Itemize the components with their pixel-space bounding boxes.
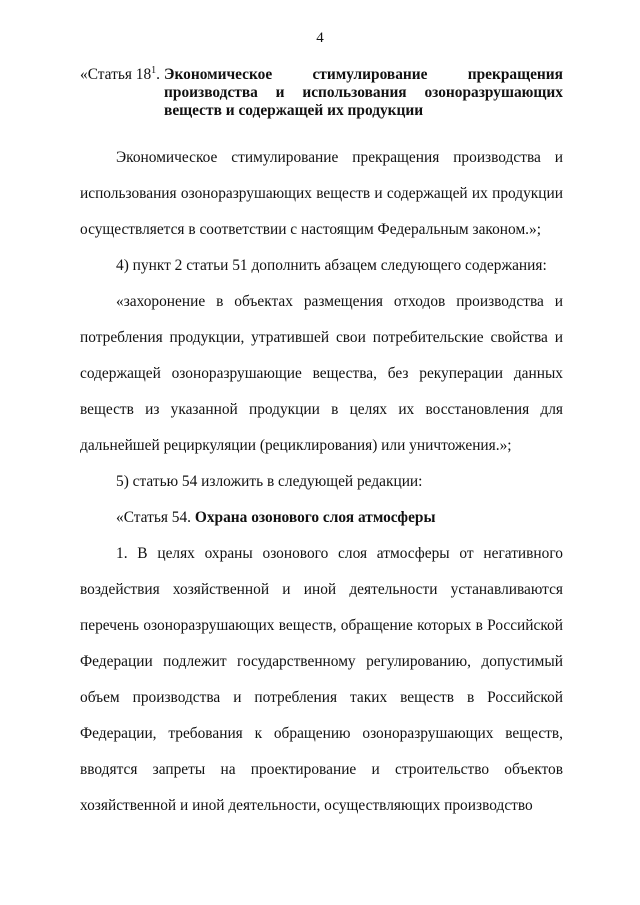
document-body [80,66,563,824]
article-54-title: Охрана озонового слоя атмосферы [194,509,436,526]
article-54-heading [80,500,563,536]
article-18-superscript: 1 [151,64,157,76]
article-18-lead: «Статья $18^1$. [80,64,161,83]
item-4-text: 4) пункт 2 статьи 51 дополнить абзацем следующего содержания: [116,257,547,274]
article-54-clause-1: 1. В целях охраны озонового слоя атмосферы от негативного воздействия хозяйственной и иной деятельности устанавливаются перечень озоноразрушающих веществ, обращение которых в Российской Федерации подлежит государственному регулированию, допустимый объем производства и потребления таких веществ в Российской Федерации, требования к обращению озоноразрушающих веществ, вводятся запреты на проектирование и строительство объектов хозяйственной и иной деятельности, осуществляющих производство [80,545,563,814]
article-18-title: Экономическое стимулирование прекращения производства и использования озоноразрушающих веществ и содержащей их продукции [164,66,563,119]
article-18-heading [80,66,563,120]
article-54-lead: «Статья 54. [116,509,192,526]
article-18-body: Экономическое стимулирование прекращения производства и использования озоноразрушающих веществ и содержащей их продукции осуществляется в соответствии с настоящим Федеральным законом.»; [80,149,563,238]
item-5-text: 5) статью 54 изложить в следующей редакции: [116,473,423,490]
item-4-quote: «захоронение в объектах размещения отходов производства и потребления продукции, утратившей свои потребительские свойства и содержащей озоноразрушающие вещества, без рекуперации данных веществ из указанной продукции в целях их восстановления для дальнейшей рециркуляции (рециклирования) или уничтожения.»; [80,293,563,454]
page-number: 4 [316,30,324,46]
